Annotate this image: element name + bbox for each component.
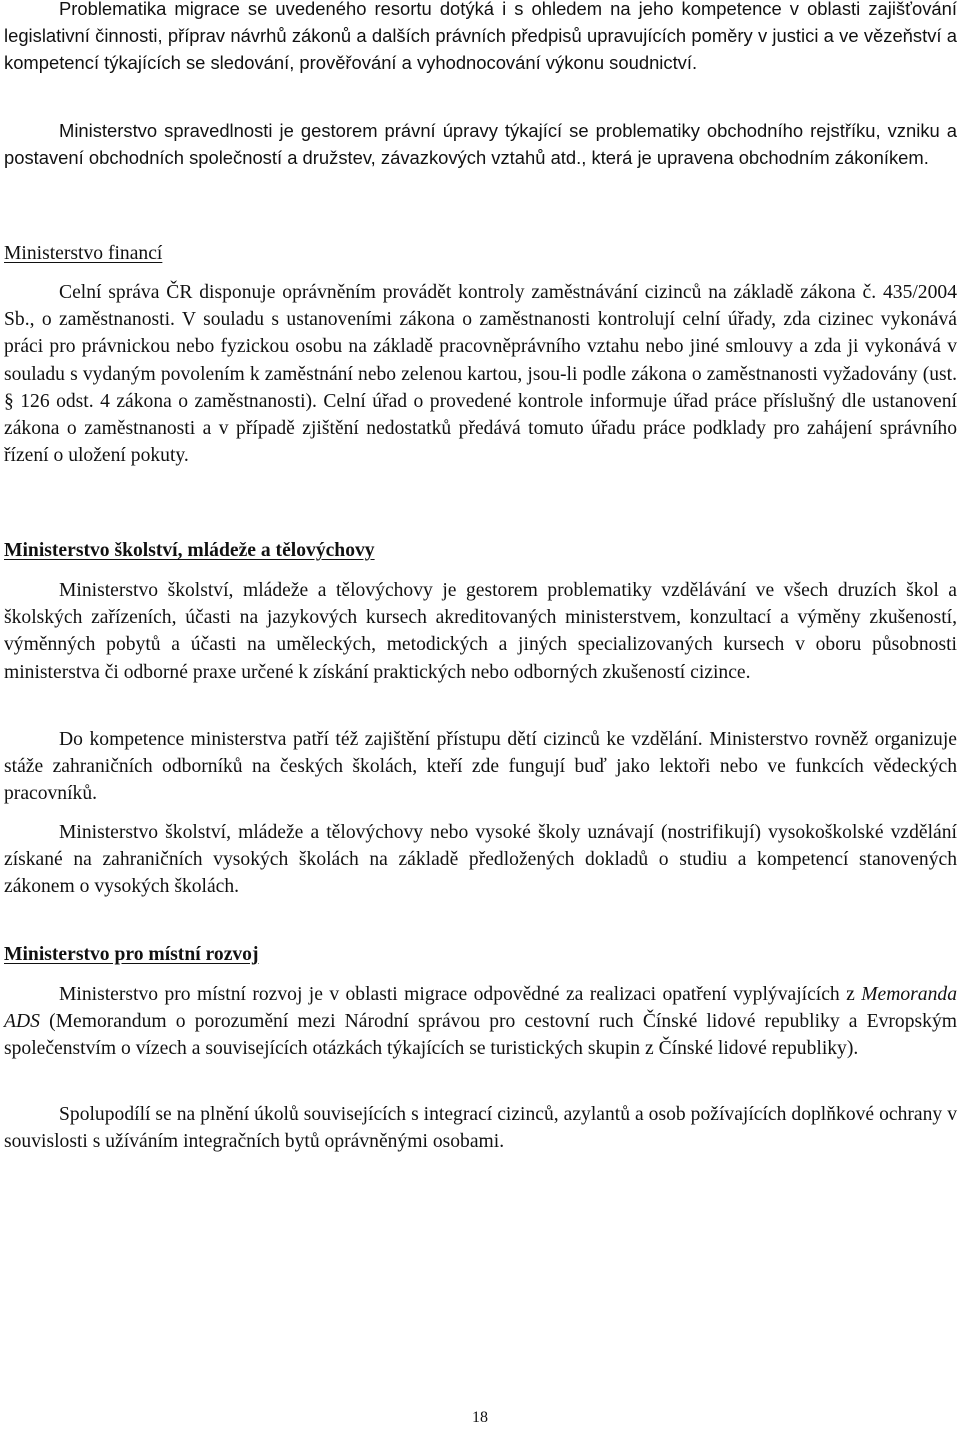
regional-p1-after: (Memorandum o porozumění mezi Národní správou pro cestovní ruch Čínské lidové republiky a Evropským společenstvím o vízech a souvisejících otázkách týkajících se turistických skupin z Čínské lidové republiky). — [4, 1011, 957, 1060]
intro-paragraph: Problematika migrace se uvedeného resortu dotýká i s ohledem na jeho kompetence v oblasti zajišťování legislativní činnosti, příprav návrhů zákonů a dalších právních předpisů upravujících poměry v justici a ve vězeňství a kompetencí týkajících se sledování, prověřování a vyhodnocování výkonu soudnictví. — [4, 0, 957, 74]
finance-heading: Ministerstvo financí — [4, 243, 163, 264]
memoranda-ads-term: Memoranda ADS — [4, 984, 957, 1033]
regional-heading: Ministerstvo pro místní rozvoj — [4, 944, 259, 965]
regional-paragraph-2: Spolupodílí se na plnění úkolů souvisejících s integrací cizinců, azylantů a osob požívajících doplňkové ochrany v souvislosti s užíváním integračních bytů oprávněnými osobami. — [4, 1104, 957, 1153]
education-heading: Ministerstvo školství, mládeže a tělovýchovy — [4, 540, 375, 561]
finance-paragraph: Celní správa ČR disponuje oprávněním provádět kontroly zaměstnávání cizinců na základě zákona č. 435/2004 Sb., o zaměstnanosti. V souladu s ustanoveními zákona o zaměstnanosti kontrolují celní úřady, zda cizinec vykonává práci pro právnickou nebo fyzickou osobu na základě pracovněprávního vztahu nebo jiné smlouvy a zda ji vykonává v souladu s vydaným povolením k zaměstnání nebo zelenou kartou, jsou-li podle zákona o zaměstnanosti vyžadovány (ust. § 126 odst. 4 zákona o zaměstnanosti). Celní úřad o provedené kontrole informuje úřad práce příslušný dle ustanovení zákona o zaměstnanosti a v případě zjištění nedostatků předává tomuto úřadu práce podklady pro zahájení správního řízení o uložení pokuty. — [4, 282, 957, 467]
education-paragraph-1: Ministerstvo školství, mládeže a tělovýchovy je gestorem problematiky vzdělávání ve všech druzích škol a školských zařízeních, účasti na jazykových kursech akreditovaných ministerstvem, konzultací a výměny zkušeností, výměnných pobytů a účasti na uměleckých, metodických a jiných specializovaných kursech v oboru působnosti ministerstva či odborné praxe určené k získání praktických nebo odborných zkušeností cizince. — [4, 580, 957, 683]
regional-p1-before: Ministerstvo pro místní rozvoj je v oblasti migrace odpovědné za realizaci opatření vyplývajících z — [59, 984, 862, 1005]
education-paragraph-3: Ministerstvo školství, mládeže a tělovýchovy nebo vysoké školy uznávají (nostrifikují) vysokoškolské vzdělání získané na zahraničních vysokých školách na základě předložených dokladů o studiu a kompetencí stanovených zákonem o vysokých školách. — [4, 822, 957, 898]
page-number: 18 — [472, 1409, 488, 1426]
regional-paragraph-1 — [4, 981, 957, 1063]
justice-paragraph: Ministerstvo spravedlnosti je gestorem právní úpravy týkající se problematiky obchodního rejstříku, vzniku a postavení obchodních společností a družstev, závazkových vztahů atd., která je upravena obchodním zákoníkem. — [4, 120, 957, 169]
education-paragraph-2: Do kompetence ministerstva patří též zajištění přístupu dětí cizinců ke vzdělání. Ministerstvo rovněž organizuje stáže zahraničních odborníků na českých školách, kteří zde fungují buď jako lektoři nebo ve funkcích vědeckých pracovníků. — [4, 729, 957, 805]
